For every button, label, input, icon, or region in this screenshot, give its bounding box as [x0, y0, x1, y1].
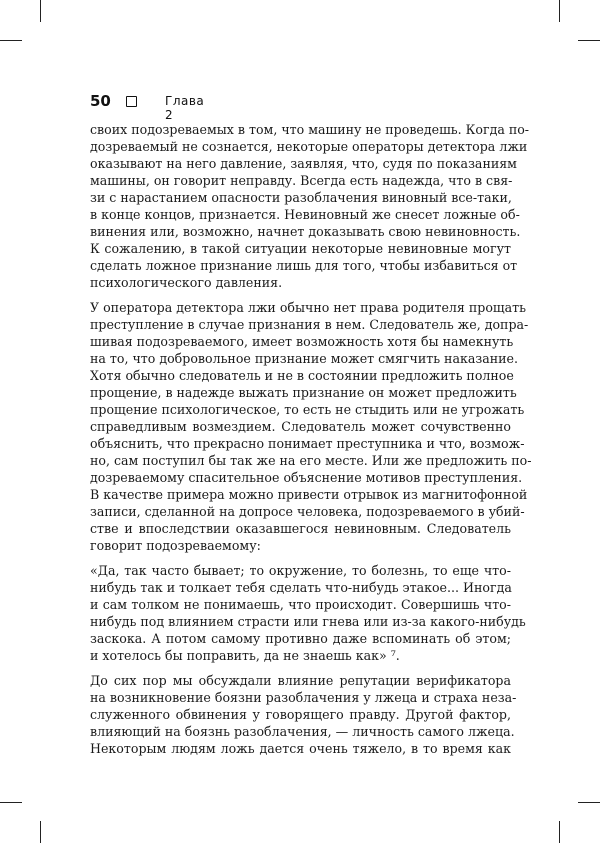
body-text [90, 121, 532, 765]
text-line: говорит подозреваемому: [90, 538, 261, 553]
text-line: заскока. А потом самому противно даже вспоминать об этом; [90, 631, 511, 646]
text-line: и сам толком не понимаешь, что происходит. Совершишь что- [90, 597, 511, 612]
text-line: прощение, в надежде выжать признание он может предложить [90, 385, 517, 400]
page-number: 50 [90, 92, 111, 110]
crop-mark [40, 0, 41, 22]
text-line: сделать ложное признание лишь для того, чтобы избавиться от [90, 258, 518, 273]
text-line: До сих пор мы обсуждали влияние репутации верификатора [90, 673, 511, 688]
text-line: У оператора детектора лжи обычно нет права родителя прощать [90, 300, 526, 315]
chapter-title: Глава 2 [165, 94, 205, 122]
text-line: на то, что добровольное признание может смягчить наказание. [90, 351, 518, 366]
crop-mark [578, 802, 600, 803]
text-line: В качестве примера можно привести отрывок из магнитофонной [90, 487, 528, 502]
text-line: справедливым возмездием. Следователь может сочувственно [90, 419, 511, 434]
crop-mark [40, 821, 41, 843]
text-line: Некоторым людям ложь дается очень тяжело, в то время как [90, 741, 511, 756]
crop-mark [0, 40, 22, 41]
text-line: на возникновение боязни разоблачения у лжеца и страха неза- [90, 690, 517, 705]
crop-mark [0, 802, 22, 803]
text-line: записи, сделанной на допросе человека, подозреваемого в убий- [90, 504, 525, 519]
crop-mark [559, 0, 560, 22]
text-line: но, сам поступил бы так же на его месте. Или же предложить по- [90, 453, 532, 468]
text-line: служенного обвинения у говорящего правду. Другой фактор, [90, 707, 511, 722]
text-line: нибудь под влиянием страсти или гнева или из-за какого-нибудь [90, 614, 526, 629]
crop-mark [578, 40, 600, 41]
text-line: влияющий на боязнь разоблачения, — личность самого лжеца. [90, 724, 515, 739]
text-line: дозреваемому спасительное объяснение мотивов преступления. [90, 470, 523, 485]
text-line: зи с нарастанием опасности разоблачения виновный все-таки, [90, 190, 512, 205]
text-line: дозреваемый не сознается, некоторые операторы детектора лжи [90, 139, 528, 154]
text-line: своих подозреваемых в том, что машину не проведешь. Когда по- [90, 122, 530, 137]
text-line: преступление в случае признания в нем. Следователь же, допра- [90, 317, 529, 332]
crop-mark [559, 821, 560, 843]
text-line: машины, он говорит неправду. Всегда есть надежда, что в свя- [90, 173, 513, 188]
text-line: К сожалению, в такой ситуации некоторые невиновные могут [90, 241, 511, 256]
square-bullet-icon [126, 96, 137, 107]
text-line: шивая подозреваемого, имеет возможность хотя бы намекнуть [90, 334, 514, 349]
text-line: в конце концов, признается. Невиновный же снесет ложные об- [90, 207, 520, 222]
text-line: «Да, так часто бывает; то окружение, то болезнь, то еще что- [90, 563, 511, 578]
paragraph [90, 299, 532, 554]
text-line: стве и впоследствии оказавшегося невиновным. Следователь [90, 521, 511, 536]
paragraph [90, 672, 517, 757]
text-line: объяснить, что прекрасно понимает преступника и что, возмож- [90, 436, 525, 451]
text-line: и хотелось бы поправить, да не знаешь как» ⁷. [90, 648, 400, 663]
text-line: винения или, возможно, начнет доказывать свою невиновность. [90, 224, 521, 239]
text-line: оказывают на него давление, заявляя, что, судя по показаниям [90, 156, 517, 171]
text-line: психологического давления. [90, 275, 283, 290]
paragraph [90, 562, 526, 664]
paragraph [90, 121, 530, 291]
text-line: прощение психологическое, то есть не стыдить или не угрожать [90, 402, 525, 417]
text-line: Хотя обычно следователь и не в состоянии предложить полное [90, 368, 514, 383]
text-line: нибудь так и толкает тебя сделать что-нибудь этакое... Иногда [90, 580, 512, 595]
